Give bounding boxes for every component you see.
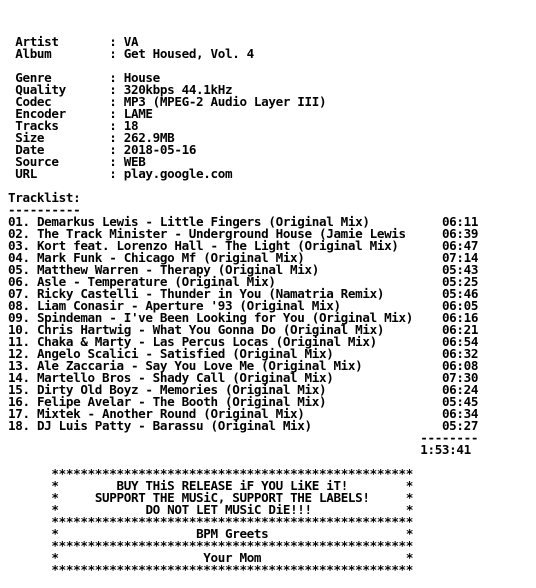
track-time: 05:25	[441, 274, 479, 289]
info-row: Codec : MP3 (MPEG-2 Audio Layer III)	[15, 94, 327, 109]
track-title: Dirty Old Boyz - Memories (Original Mix)	[36, 382, 327, 397]
track-time: 06:24	[441, 382, 479, 397]
track-number: 11.	[8, 334, 30, 349]
track-title: DJ Luis Patty - Barassu (Original Mix)	[36, 418, 312, 433]
info-value: House	[123, 70, 160, 85]
track-time: 06:05	[441, 298, 479, 313]
track-title: Chris Hartwig - What You Gonna Do (Original Mix)	[36, 322, 385, 337]
track-time: 06:34	[441, 406, 479, 421]
info-value: LAME	[123, 106, 153, 121]
info-label: Artist	[15, 34, 110, 49]
track-time: 06:08	[441, 358, 479, 373]
info-row: Artist : VA	[15, 34, 139, 49]
info-row: Quality : 320kbps 44.1kHz	[15, 82, 233, 97]
banner-border	[8, 564, 478, 576]
info-row: Source : WEB	[15, 154, 146, 169]
track-time: 06:11	[441, 214, 479, 229]
track-time: 06:16	[441, 310, 479, 325]
track-number: 16.	[8, 394, 30, 409]
track-title: Demarkus Lewis - Little Fingers (Original Mix)	[36, 214, 370, 229]
track-time: 07:14	[441, 250, 479, 265]
track-number: 09.	[8, 310, 30, 325]
total-time	[8, 444, 478, 456]
info-value: 2018-05-16	[123, 142, 197, 157]
info-row: Genre : House	[15, 70, 160, 85]
greets-title: BPM Greets	[196, 526, 269, 541]
banner-message: DO NOT LET MUSiC DiE!!!	[145, 502, 312, 517]
track-title: Ale Zaccaria - Say You Love Me (Original Mix)	[36, 358, 363, 373]
track-time: 05:43	[441, 262, 479, 277]
track-number: 14.	[8, 370, 30, 385]
info-label: Tracks	[15, 118, 110, 133]
banner-border-text: **************************************************	[51, 514, 414, 529]
banner-greets-line: * Your Mom *	[51, 550, 414, 565]
track-title: The Track Minister - Underground House (Jamie Lewis	[36, 226, 406, 241]
track-number: 05.	[8, 262, 30, 277]
banner-greets-title: * BPM Greets *	[51, 526, 414, 541]
track-title: Ricky Castelli - Thunder in You (Namatria Remix)	[36, 286, 385, 301]
info-label: Quality	[15, 82, 110, 97]
track-title: Felipe Avelar - The Booth (Original Mix)	[36, 394, 327, 409]
track-number: 06.	[8, 274, 30, 289]
banner-border-text: **************************************************	[51, 562, 414, 577]
track-title: Martello Bros - Shady Call (Original Mix)	[36, 370, 334, 385]
info-label: Date	[15, 142, 110, 157]
nfo-text	[8, 36, 478, 576]
track-title: Chaka & Marty - Las Percus Locas (Original Mix)	[36, 334, 377, 349]
info-row: Encoder : LAME	[15, 106, 153, 121]
banner-line: * BUY THiS RELEASE iF YOU LiKE iT! *	[51, 478, 414, 493]
track-time: 06:39	[441, 226, 479, 241]
track-time: 06:54	[441, 334, 479, 349]
banner-message: BUY THiS RELEASE iF YOU LiKE iT!	[116, 478, 348, 493]
track-number: 12.	[8, 346, 30, 361]
info-row: Date : 2018-05-16	[15, 142, 197, 157]
track-title: Asle - Temperature (Original Mix)	[36, 274, 276, 289]
track-time: 05:27	[441, 418, 479, 433]
info-label: Codec	[15, 94, 110, 109]
banner-border-text: **************************************************	[51, 538, 414, 553]
banner-border-text: **************************************************	[51, 466, 414, 481]
track-time: 06:47	[441, 238, 479, 253]
track-time: 07:30	[441, 370, 479, 385]
info-value: 320kbps 44.1kHz	[123, 82, 233, 97]
total-rule-text: --------	[420, 430, 479, 445]
track-title: Angelo Scalici - Satisfied (Original Mix)	[36, 346, 334, 361]
track-title: Mixtek - Another Round (Original Mix)	[36, 406, 305, 421]
info-label: URL	[15, 166, 110, 181]
tracklist-rule-text: ----------	[8, 202, 81, 217]
greets-line: Your Mom	[203, 550, 262, 565]
track-number: 15.	[8, 382, 30, 397]
info-value: 262.9MB	[123, 130, 175, 145]
banner-message: SUPPORT THE MUSiC, SUPPORT THE LABELS!	[94, 490, 370, 505]
track-number: 01.	[8, 214, 30, 229]
total-time-text: 1:53:41	[420, 442, 471, 457]
banner-line: * DO NOT LET MUSiC DiE!!! *	[51, 502, 414, 517]
track-title: Matthew Warren - Therapy (Original Mix)	[36, 262, 319, 277]
info-value: play.google.com	[123, 166, 233, 181]
track-number: 04.	[8, 250, 30, 265]
info-label: Genre	[15, 70, 110, 85]
track-number: 02.	[8, 226, 30, 241]
track-title: Kort feat. Lorenzo Hall - The Light (Original Mix)	[36, 238, 399, 253]
track-number: 07.	[8, 286, 30, 301]
info-label: Source	[15, 154, 110, 169]
track-time: 05:46	[441, 286, 479, 301]
track-title: Mark Funk - Chicago Mf (Original Mix)	[36, 250, 305, 265]
track-number: 08.	[8, 298, 30, 313]
info-label: Album	[15, 46, 110, 61]
info-row: Album : Get Housed, Vol. 4	[15, 46, 254, 61]
info-row: Tracks : 18	[15, 118, 139, 133]
info-value: VA	[123, 34, 139, 49]
banner-line: * SUPPORT THE MUSiC, SUPPORT THE LABELS! *	[51, 490, 414, 505]
info-value: MP3 (MPEG-2 Audio Layer III)	[123, 94, 327, 109]
track-number: 10.	[8, 322, 30, 337]
info-label: Size	[15, 130, 110, 145]
info-value: Get Housed, Vol. 4	[123, 46, 254, 61]
track-number: 18.	[8, 418, 30, 433]
info-row: Size : 262.9MB	[15, 130, 175, 145]
tracklist-heading-text: Tracklist:	[8, 190, 81, 205]
info-value: WEB	[123, 154, 146, 169]
track-title: Liam Conasir - Aperture '93 (Original Mix)	[36, 298, 341, 313]
info-label: Encoder	[15, 106, 110, 121]
track-number: 03.	[8, 238, 30, 253]
track-time: 06:32	[441, 346, 479, 361]
info-row: URL : play.google.com	[15, 166, 233, 181]
info-value: 18	[123, 118, 139, 133]
track-number: 17.	[8, 406, 30, 421]
track-time: 05:45	[441, 394, 479, 409]
track-time: 06:21	[441, 322, 479, 337]
track-title: Spindeman - I've Been Looking for You (Original Mix)	[36, 310, 414, 325]
track-number: 13.	[8, 358, 30, 373]
